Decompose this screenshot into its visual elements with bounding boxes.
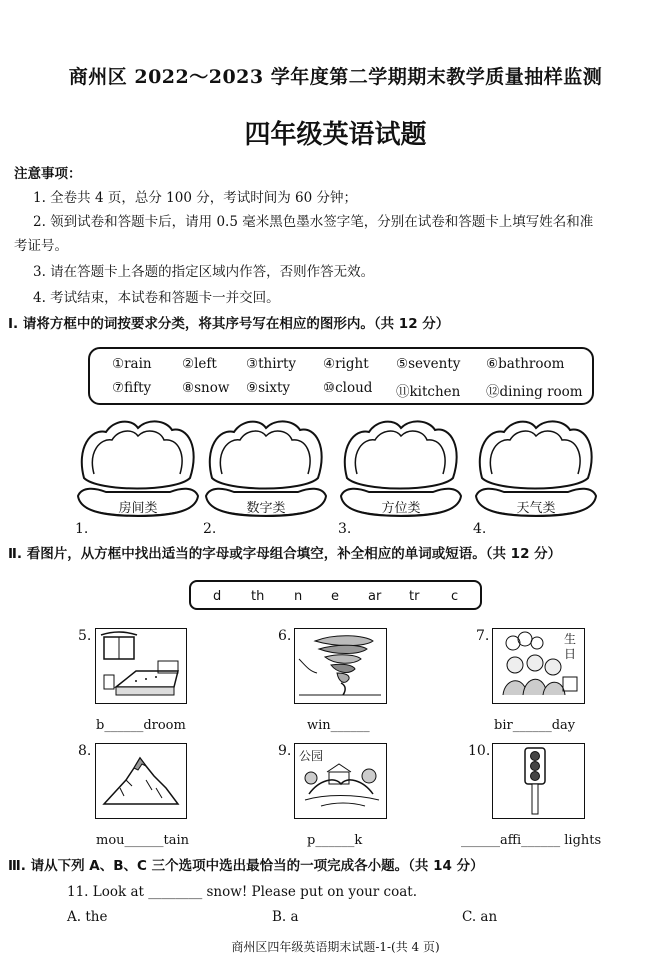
word-item: ⑩cloud — [323, 380, 373, 396]
birthday-picture — [492, 628, 585, 704]
shell-number-2: 2. — [203, 521, 217, 537]
answer-6: win______ — [307, 718, 370, 733]
shell-figures — [0, 418, 671, 540]
shell-label-direction: 方位类 — [381, 501, 421, 516]
item-number-10: 10. — [468, 743, 491, 759]
word-item: ⑫dining room — [486, 384, 583, 400]
answer-10: ______affi______ lights — [461, 833, 602, 848]
mountain-picture — [95, 743, 187, 819]
park-picture — [294, 743, 387, 819]
park-label: 公园 — [299, 749, 324, 763]
word-item: ②left — [182, 356, 217, 372]
item-number-5: 5. — [78, 628, 92, 644]
letter-item: th — [251, 589, 265, 604]
notice-item-2-cont: 考证号。 — [14, 238, 68, 254]
word-bank-box — [88, 347, 594, 405]
item-number-6: 6. — [278, 628, 292, 644]
notice-item-1: 1. 全卷共 4 页，总分 100 分，考试时间为 60 分钟； — [33, 190, 357, 206]
word-item: ⑧snow — [182, 380, 230, 396]
tornado-picture — [294, 628, 387, 704]
notice-item-3: 3. 请在答题卡上各题的指定区域内作答，否则作答无效。 — [33, 264, 375, 280]
bedroom-picture — [95, 628, 187, 704]
shell-number-4: 4. — [473, 521, 487, 537]
word-item: ⑤seventy — [396, 356, 461, 372]
shell-label-number: 数字类 — [246, 501, 286, 516]
question-11: 11. Look at ________ snow! Please put on your coat. — [67, 884, 417, 900]
word-item: ③thirty — [246, 356, 297, 372]
shell-number-3: 3. — [338, 521, 352, 537]
section1-instruction: Ⅰ. 请将方框中的词按要求分类，将其序号写在相应的图形内。（共 12 分） — [8, 316, 450, 332]
section3-instruction: Ⅲ. 请从下列 A、B、C 三个选项中选出最恰当的一项完成各小题。（共 14 分） — [8, 858, 484, 874]
letter-item: ar — [368, 589, 382, 604]
item-number-9: 9. — [278, 743, 292, 759]
answer-9: p______k — [307, 833, 363, 848]
shell-label-weather: 天气类 — [516, 501, 556, 516]
letter-item: c — [451, 589, 459, 604]
exam-title: 四年级英语试题 — [244, 120, 427, 150]
answer-5: b______droom — [96, 718, 186, 733]
shell-number-1: 1. — [75, 521, 89, 537]
page-footer: 商州区四年级英语期末试题-1-(共 4 页) — [231, 940, 440, 954]
notice-item-4: 4. 考试结束，本试卷和答题卡一并交回。 — [33, 290, 280, 306]
option-b: B. a — [272, 909, 299, 925]
letter-item: e — [331, 589, 339, 604]
word-item: ⑨sixty — [246, 380, 291, 396]
letter-item: n — [294, 589, 303, 604]
word-item: ⑥bathroom — [486, 356, 565, 372]
notice-item-2: 2. 领到试卷和答题卡后，请用 0.5 毫米黑色墨水签字笔，分别在试卷和答题卡上填写姓名和准 — [33, 214, 594, 230]
word-item: ⑦fifty — [112, 380, 152, 396]
shell-label-room: 房间类 — [118, 501, 158, 516]
notice-heading: 注意事项： — [14, 166, 82, 182]
word-item: ⑪kitchen — [396, 384, 461, 400]
answer-7: bir______day — [494, 718, 576, 733]
letter-item: tr — [409, 589, 420, 604]
word-item: ①rain — [112, 356, 152, 372]
item-number-8: 8. — [78, 743, 92, 759]
word-item: ④right — [323, 356, 369, 372]
traffic-light-picture — [492, 743, 585, 819]
letter-bank-box — [189, 580, 482, 610]
section2-instruction: Ⅱ. 看图片，从方框中找出适当的字母或字母组合填空，补全相应的单词或短语。（共 12 分） — [8, 546, 562, 562]
answer-8: mou______tain — [96, 833, 190, 848]
option-c: C. an — [462, 909, 498, 925]
letter-item: d — [213, 589, 222, 604]
option-a: A. the — [67, 909, 108, 925]
item-number-7: 7. — [476, 628, 490, 644]
exam-header: 商州区 2022～2023 学年度第二学期期末教学质量抽样监测 — [68, 66, 603, 88]
birthday-label: 生日 — [564, 632, 577, 661]
